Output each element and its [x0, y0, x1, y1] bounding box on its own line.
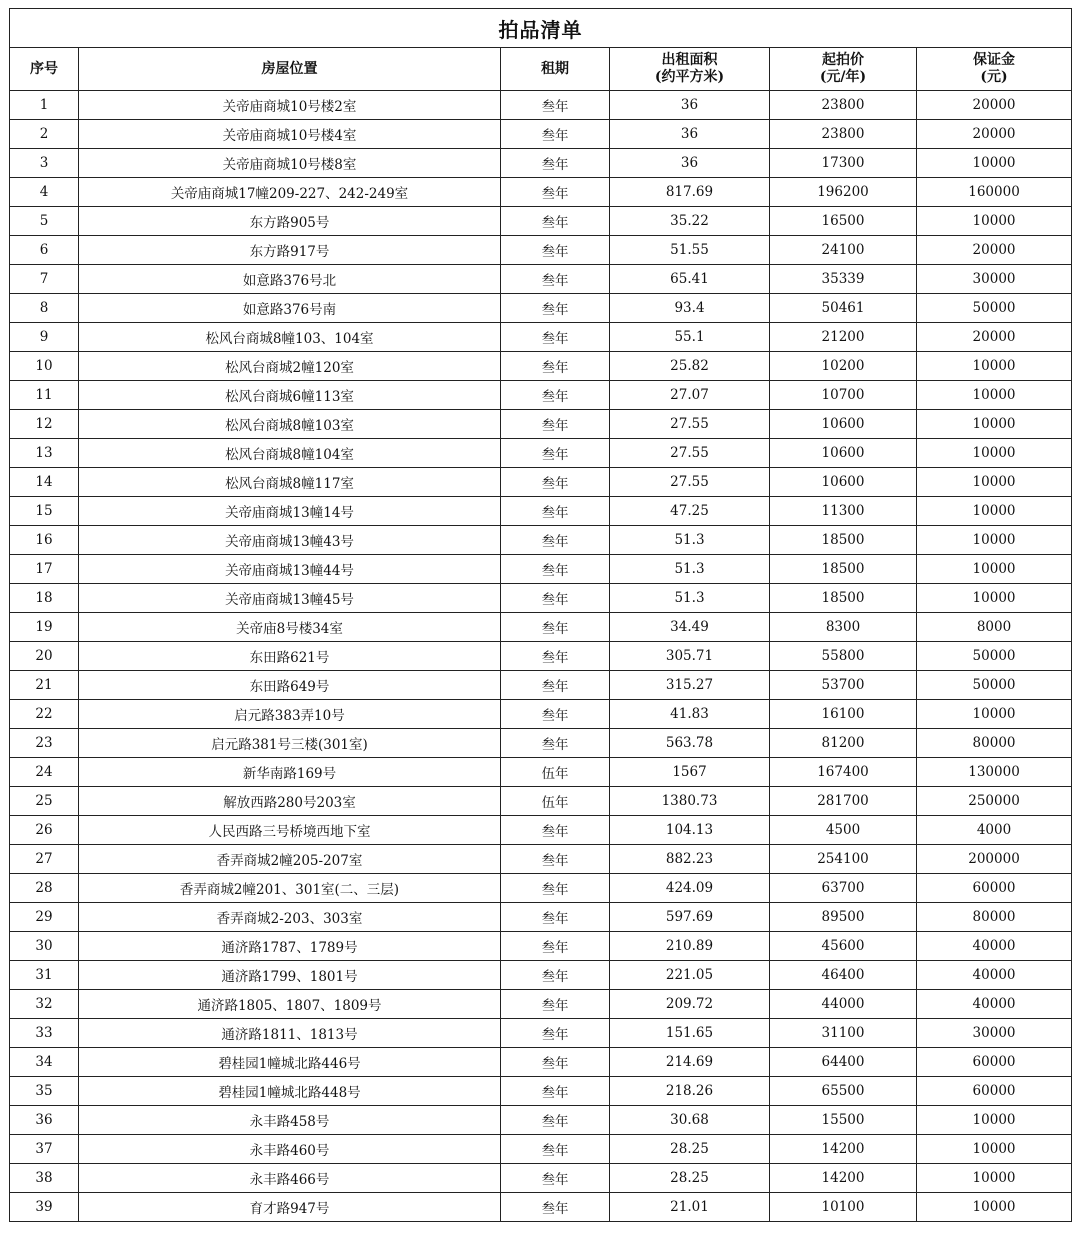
cell-location: 关帝庙商城13幢45号 [79, 584, 501, 613]
cell-deposit: 10000 [917, 584, 1072, 613]
cell-deposit: 10000 [917, 468, 1072, 497]
cell-price: 167400 [770, 758, 917, 787]
table-row [10, 642, 1072, 671]
table-row [10, 439, 1072, 468]
header-area [610, 48, 770, 91]
cell-index: 2 [10, 120, 79, 149]
cell-location: 东田路621号 [79, 642, 501, 671]
cell-deposit: 60000 [917, 1077, 1072, 1106]
cell-index: 30 [10, 932, 79, 961]
cell-price: 10700 [770, 381, 917, 410]
cell-price: 45600 [770, 932, 917, 961]
cell-deposit: 200000 [917, 845, 1072, 874]
cell-location: 关帝庙商城13幢14号 [79, 497, 501, 526]
header-term: 租期 [501, 48, 610, 91]
cell-price: 4500 [770, 816, 917, 845]
cell-deposit: 4000 [917, 816, 1072, 845]
cell-price: 81200 [770, 729, 917, 758]
cell-deposit: 10000 [917, 1135, 1072, 1164]
cell-index: 37 [10, 1135, 79, 1164]
cell-price: 10600 [770, 468, 917, 497]
table-row [10, 265, 1072, 294]
cell-deposit: 10000 [917, 352, 1072, 381]
cell-term: 叁年 [501, 1048, 610, 1077]
table-row [10, 1164, 1072, 1193]
table-row [10, 758, 1072, 787]
cell-area: 424.09 [610, 874, 770, 903]
cell-location: 松风台商城8幢103室 [79, 410, 501, 439]
cell-price: 14200 [770, 1135, 917, 1164]
cell-term: 叁年 [501, 932, 610, 961]
cell-price: 63700 [770, 874, 917, 903]
cell-price: 89500 [770, 903, 917, 932]
table-row [10, 120, 1072, 149]
table-row [10, 671, 1072, 700]
cell-area: 882.23 [610, 845, 770, 874]
cell-term: 叁年 [501, 1193, 610, 1222]
cell-term: 叁年 [501, 120, 610, 149]
cell-deposit: 10000 [917, 526, 1072, 555]
cell-term: 叁年 [501, 178, 610, 207]
cell-area: 34.49 [610, 613, 770, 642]
cell-area: 563.78 [610, 729, 770, 758]
table-row [10, 1048, 1072, 1077]
cell-location: 通济路1805、1807、1809号 [79, 990, 501, 1019]
cell-area: 55.1 [610, 323, 770, 352]
header-index: 序号 [10, 48, 79, 91]
table-row [10, 932, 1072, 961]
cell-location: 香弄商城2幢205-207室 [79, 845, 501, 874]
cell-index: 28 [10, 874, 79, 903]
cell-location: 育才路947号 [79, 1193, 501, 1222]
cell-location: 永丰路466号 [79, 1164, 501, 1193]
header-row [10, 48, 1072, 91]
cell-area: 93.4 [610, 294, 770, 323]
cell-term: 叁年 [501, 1106, 610, 1135]
cell-index: 8 [10, 294, 79, 323]
table-row [10, 903, 1072, 932]
cell-term: 叁年 [501, 990, 610, 1019]
table-row [10, 410, 1072, 439]
table-row [10, 961, 1072, 990]
table-row [10, 381, 1072, 410]
cell-term: 叁年 [501, 207, 610, 236]
cell-location: 新华南路169号 [79, 758, 501, 787]
cell-deposit: 10000 [917, 439, 1072, 468]
table-row [10, 294, 1072, 323]
cell-index: 19 [10, 613, 79, 642]
cell-index: 29 [10, 903, 79, 932]
cell-location: 启元路383弄10号 [79, 700, 501, 729]
table-row [10, 236, 1072, 265]
cell-price: 65500 [770, 1077, 917, 1106]
cell-index: 1 [10, 91, 79, 120]
cell-area: 47.25 [610, 497, 770, 526]
cell-index: 24 [10, 758, 79, 787]
cell-deposit: 10000 [917, 1106, 1072, 1135]
cell-index: 7 [10, 265, 79, 294]
cell-price: 64400 [770, 1048, 917, 1077]
header-deposit-line1: 保证金 [973, 52, 1016, 68]
cell-area: 36 [610, 91, 770, 120]
cell-term: 叁年 [501, 439, 610, 468]
cell-price: 23800 [770, 91, 917, 120]
cell-price: 53700 [770, 671, 917, 700]
cell-deposit: 50000 [917, 671, 1072, 700]
cell-deposit: 40000 [917, 961, 1072, 990]
cell-deposit: 20000 [917, 120, 1072, 149]
header-price-line2: (元/年) [819, 69, 867, 85]
cell-index: 39 [10, 1193, 79, 1222]
cell-area: 28.25 [610, 1135, 770, 1164]
cell-deposit: 40000 [917, 990, 1072, 1019]
cell-term: 叁年 [501, 642, 610, 671]
cell-price: 15500 [770, 1106, 917, 1135]
cell-price: 17300 [770, 149, 917, 178]
cell-area: 221.05 [610, 961, 770, 990]
cell-term: 叁年 [501, 265, 610, 294]
cell-price: 10200 [770, 352, 917, 381]
cell-index: 3 [10, 149, 79, 178]
cell-term: 叁年 [501, 671, 610, 700]
cell-location: 松风台商城8幢117室 [79, 468, 501, 497]
cell-index: 21 [10, 671, 79, 700]
cell-index: 16 [10, 526, 79, 555]
cell-area: 41.83 [610, 700, 770, 729]
cell-deposit: 80000 [917, 729, 1072, 758]
cell-area: 817.69 [610, 178, 770, 207]
cell-term: 叁年 [501, 526, 610, 555]
cell-index: 13 [10, 439, 79, 468]
cell-price: 55800 [770, 642, 917, 671]
header-area-line2: (约平方米) [654, 69, 725, 85]
cell-price: 16500 [770, 207, 917, 236]
cell-price: 35339 [770, 265, 917, 294]
table-row [10, 729, 1072, 758]
cell-deposit: 20000 [917, 236, 1072, 265]
table-row [10, 497, 1072, 526]
cell-price: 11300 [770, 497, 917, 526]
cell-price: 10100 [770, 1193, 917, 1222]
header-location: 房屋位置 [79, 48, 501, 91]
cell-price: 10600 [770, 410, 917, 439]
table-row [10, 1106, 1072, 1135]
cell-price: 46400 [770, 961, 917, 990]
cell-price: 23800 [770, 120, 917, 149]
cell-location: 关帝庙商城13幢43号 [79, 526, 501, 555]
cell-term: 伍年 [501, 787, 610, 816]
cell-index: 15 [10, 497, 79, 526]
cell-deposit: 30000 [917, 1019, 1072, 1048]
cell-deposit: 10000 [917, 497, 1072, 526]
table-row [10, 323, 1072, 352]
cell-index: 4 [10, 178, 79, 207]
cell-index: 22 [10, 700, 79, 729]
cell-term: 叁年 [501, 236, 610, 265]
cell-deposit: 20000 [917, 91, 1072, 120]
cell-term: 叁年 [501, 468, 610, 497]
table-row [10, 555, 1072, 584]
table-row [10, 207, 1072, 236]
cell-location: 通济路1811、1813号 [79, 1019, 501, 1048]
cell-deposit: 10000 [917, 410, 1072, 439]
cell-price: 18500 [770, 526, 917, 555]
cell-location: 松风台商城8幢103、104室 [79, 323, 501, 352]
cell-area: 210.89 [610, 932, 770, 961]
table-row [10, 874, 1072, 903]
auction-list-sheet [9, 8, 1071, 1222]
table-row [10, 91, 1072, 120]
cell-location: 松风台商城6幢113室 [79, 381, 501, 410]
cell-term: 叁年 [501, 149, 610, 178]
cell-term: 叁年 [501, 555, 610, 584]
cell-area: 27.55 [610, 439, 770, 468]
cell-area: 36 [610, 120, 770, 149]
cell-price: 44000 [770, 990, 917, 1019]
cell-index: 38 [10, 1164, 79, 1193]
cell-term: 叁年 [501, 497, 610, 526]
table-row [10, 149, 1072, 178]
cell-term: 叁年 [501, 613, 610, 642]
table-row [10, 526, 1072, 555]
cell-location: 松风台商城8幢104室 [79, 439, 501, 468]
cell-location: 通济路1799、1801号 [79, 961, 501, 990]
auction-list-table [9, 8, 1072, 1222]
cell-deposit: 10000 [917, 207, 1072, 236]
cell-index: 5 [10, 207, 79, 236]
cell-deposit: 80000 [917, 903, 1072, 932]
cell-area: 104.13 [610, 816, 770, 845]
cell-index: 23 [10, 729, 79, 758]
cell-index: 36 [10, 1106, 79, 1135]
cell-area: 65.41 [610, 265, 770, 294]
cell-index: 32 [10, 990, 79, 1019]
cell-location: 通济路1787、1789号 [79, 932, 501, 961]
cell-index: 18 [10, 584, 79, 613]
cell-location: 关帝庙商城10号楼8室 [79, 149, 501, 178]
cell-location: 永丰路458号 [79, 1106, 501, 1135]
cell-deposit: 30000 [917, 265, 1072, 294]
cell-term: 叁年 [501, 1164, 610, 1193]
cell-deposit: 60000 [917, 1048, 1072, 1077]
cell-area: 315.27 [610, 671, 770, 700]
cell-index: 17 [10, 555, 79, 584]
table-row [10, 468, 1072, 497]
cell-index: 10 [10, 352, 79, 381]
cell-term: 叁年 [501, 845, 610, 874]
cell-area: 25.82 [610, 352, 770, 381]
cell-location: 关帝庙商城17幢209-227、242-249室 [79, 178, 501, 207]
cell-location: 碧桂园1幢城北路446号 [79, 1048, 501, 1077]
cell-deposit: 20000 [917, 323, 1072, 352]
table-row [10, 584, 1072, 613]
cell-term: 叁年 [501, 381, 610, 410]
cell-location: 东方路905号 [79, 207, 501, 236]
cell-index: 25 [10, 787, 79, 816]
table-body [10, 91, 1072, 1222]
table-row [10, 1193, 1072, 1222]
table-row [10, 1077, 1072, 1106]
cell-price: 18500 [770, 555, 917, 584]
cell-term: 叁年 [501, 1077, 610, 1106]
cell-area: 36 [610, 149, 770, 178]
cell-index: 31 [10, 961, 79, 990]
cell-index: 6 [10, 236, 79, 265]
cell-price: 21200 [770, 323, 917, 352]
cell-price: 254100 [770, 845, 917, 874]
cell-area: 51.3 [610, 584, 770, 613]
cell-price: 10600 [770, 439, 917, 468]
cell-term: 叁年 [501, 903, 610, 932]
cell-location: 解放西路280号203室 [79, 787, 501, 816]
cell-price: 281700 [770, 787, 917, 816]
header-area-line1: 出租面积 [661, 52, 718, 68]
cell-deposit: 50000 [917, 294, 1072, 323]
cell-price: 16100 [770, 700, 917, 729]
header-price [770, 48, 917, 91]
cell-term: 叁年 [501, 1019, 610, 1048]
cell-term: 叁年 [501, 584, 610, 613]
cell-location: 东方路917号 [79, 236, 501, 265]
cell-index: 33 [10, 1019, 79, 1048]
table-row [10, 352, 1072, 381]
table-row [10, 178, 1072, 207]
cell-term: 叁年 [501, 294, 610, 323]
cell-price: 50461 [770, 294, 917, 323]
cell-area: 27.55 [610, 410, 770, 439]
table-row [10, 990, 1072, 1019]
cell-index: 9 [10, 323, 79, 352]
cell-term: 叁年 [501, 961, 610, 990]
cell-deposit: 250000 [917, 787, 1072, 816]
cell-area: 1380.73 [610, 787, 770, 816]
header-deposit-line2: (元) [980, 69, 1008, 85]
cell-area: 218.26 [610, 1077, 770, 1106]
cell-location: 启元路381号三楼(301室) [79, 729, 501, 758]
cell-index: 34 [10, 1048, 79, 1077]
cell-term: 伍年 [501, 758, 610, 787]
cell-location: 香弄商城2幢201、301室(二、三层) [79, 874, 501, 903]
cell-index: 12 [10, 410, 79, 439]
cell-area: 51.3 [610, 555, 770, 584]
table-row [10, 613, 1072, 642]
cell-term: 叁年 [501, 1135, 610, 1164]
cell-location: 东田路649号 [79, 671, 501, 700]
header-deposit [917, 48, 1072, 91]
cell-location: 关帝庙8号楼34室 [79, 613, 501, 642]
cell-area: 27.55 [610, 468, 770, 497]
cell-deposit: 160000 [917, 178, 1072, 207]
cell-deposit: 10000 [917, 555, 1072, 584]
cell-price: 8300 [770, 613, 917, 642]
cell-deposit: 10000 [917, 1164, 1072, 1193]
table-title: 拍品清单 [10, 9, 1072, 48]
cell-area: 597.69 [610, 903, 770, 932]
cell-location: 松风台商城2幢120室 [79, 352, 501, 381]
cell-area: 28.25 [610, 1164, 770, 1193]
cell-term: 叁年 [501, 874, 610, 903]
cell-deposit: 40000 [917, 932, 1072, 961]
cell-deposit: 60000 [917, 874, 1072, 903]
cell-area: 51.55 [610, 236, 770, 265]
cell-index: 27 [10, 845, 79, 874]
table-row [10, 787, 1072, 816]
table-row [10, 700, 1072, 729]
title-row [10, 9, 1072, 48]
cell-area: 151.65 [610, 1019, 770, 1048]
cell-index: 20 [10, 642, 79, 671]
cell-index: 11 [10, 381, 79, 410]
cell-term: 叁年 [501, 700, 610, 729]
cell-location: 香弄商城2-203、303室 [79, 903, 501, 932]
cell-term: 叁年 [501, 816, 610, 845]
cell-term: 叁年 [501, 323, 610, 352]
cell-deposit: 10000 [917, 1193, 1072, 1222]
cell-location: 关帝庙商城10号楼2室 [79, 91, 501, 120]
cell-location: 如意路376号南 [79, 294, 501, 323]
cell-price: 196200 [770, 178, 917, 207]
cell-index: 26 [10, 816, 79, 845]
cell-deposit: 10000 [917, 700, 1072, 729]
cell-area: 30.68 [610, 1106, 770, 1135]
cell-deposit: 10000 [917, 381, 1072, 410]
cell-location: 永丰路460号 [79, 1135, 501, 1164]
cell-location: 如意路376号北 [79, 265, 501, 294]
cell-price: 31100 [770, 1019, 917, 1048]
cell-price: 24100 [770, 236, 917, 265]
cell-term: 叁年 [501, 91, 610, 120]
cell-deposit: 50000 [917, 642, 1072, 671]
cell-term: 叁年 [501, 410, 610, 439]
cell-area: 21.01 [610, 1193, 770, 1222]
cell-area: 51.3 [610, 526, 770, 555]
cell-index: 14 [10, 468, 79, 497]
table-row [10, 1019, 1072, 1048]
cell-term: 叁年 [501, 352, 610, 381]
table-row [10, 1135, 1072, 1164]
cell-deposit: 130000 [917, 758, 1072, 787]
cell-term: 叁年 [501, 729, 610, 758]
cell-area: 214.69 [610, 1048, 770, 1077]
cell-index: 35 [10, 1077, 79, 1106]
cell-location: 碧桂园1幢城北路448号 [79, 1077, 501, 1106]
header-price-line1: 起拍价 [822, 52, 864, 68]
cell-location: 人民西路三号桥境西地下室 [79, 816, 501, 845]
cell-area: 27.07 [610, 381, 770, 410]
cell-deposit: 8000 [917, 613, 1072, 642]
cell-area: 1567 [610, 758, 770, 787]
cell-area: 35.22 [610, 207, 770, 236]
cell-area: 305.71 [610, 642, 770, 671]
table-row [10, 816, 1072, 845]
cell-location: 关帝庙商城13幢44号 [79, 555, 501, 584]
cell-area: 209.72 [610, 990, 770, 1019]
cell-location: 关帝庙商城10号楼4室 [79, 120, 501, 149]
cell-deposit: 10000 [917, 149, 1072, 178]
cell-price: 14200 [770, 1164, 917, 1193]
cell-price: 18500 [770, 584, 917, 613]
table-row [10, 845, 1072, 874]
